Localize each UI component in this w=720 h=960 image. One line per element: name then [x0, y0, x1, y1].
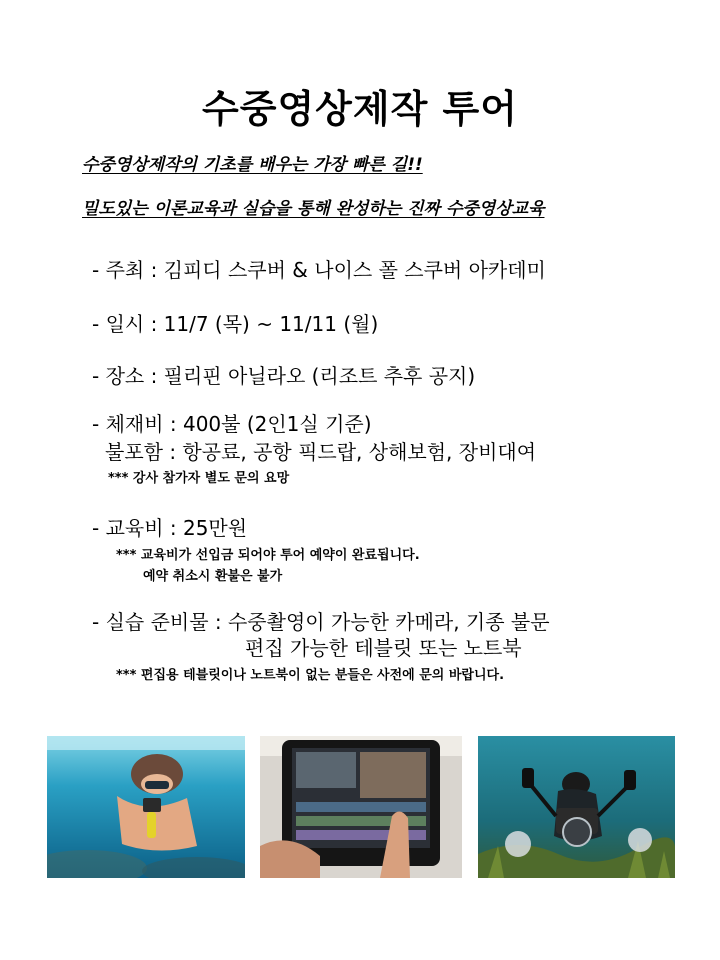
place-line: - 장소 : 필리핀 아닐라오 (리조트 추후 공지)	[92, 364, 476, 388]
edu-note-2: 예약 취소시 환불은 불가	[143, 569, 283, 584]
materials-line-2: 편집 가능한 테블릿 또는 노트북	[245, 636, 522, 660]
not-included-line: 불포함 : 항공료, 공항 픽드랍, 상해보험, 장비대여	[105, 440, 537, 464]
subtitle-2: 밀도있는 이론교육과 실습을 통해 완성하는 진짜 수중영상교육	[82, 199, 545, 219]
date-line: - 일시 : 11/7 (목) ~ 11/11 (월)	[92, 312, 379, 336]
materials-note: *** 편집용 테블릿이나 노트북이 없는 분들은 사전에 문의 바랍니다.	[116, 668, 505, 683]
stay-fee-line: - 체재비 : 400불 (2인1실 기준)	[92, 412, 372, 436]
stay-note: *** 강사 참가자 별도 문의 요망	[108, 471, 290, 486]
tablet-editing-photo	[260, 736, 462, 878]
edu-fee-line: - 교육비 : 25만원	[92, 516, 248, 540]
edu-note-1: *** 교육비가 선입금 되어야 투어 예약이 완료됩니다.	[116, 548, 420, 563]
snorkeler-photo	[47, 736, 245, 878]
materials-line-1: - 실습 준비물 : 수중촬영이 가능한 카메라, 기종 불문	[92, 610, 550, 634]
page-title: 수중영상제작 투어	[202, 87, 518, 131]
host-line: - 주최 : 김피디 스쿠버 & 나이스 폴 스쿠버 아카데미	[92, 258, 546, 282]
subtitle-1: 수중영상제작의 기초를 배우는 가장 빠른 길!!	[82, 155, 423, 175]
diver-camera-photo	[478, 736, 675, 878]
